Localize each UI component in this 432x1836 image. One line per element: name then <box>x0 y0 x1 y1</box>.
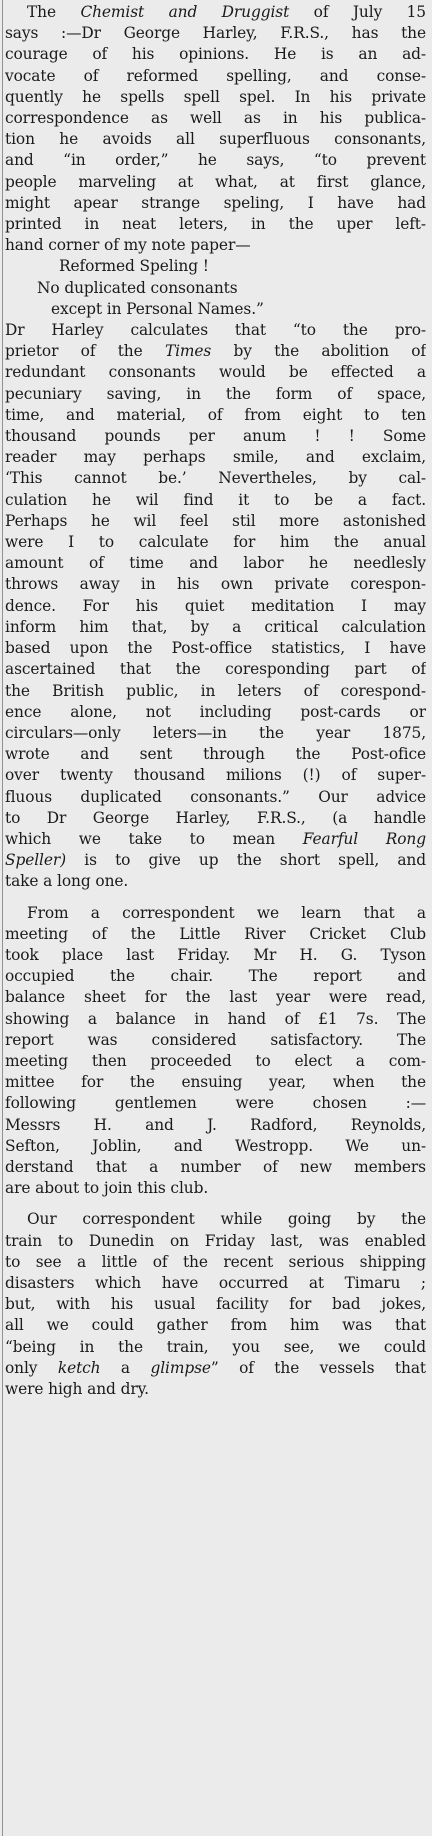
text-line: were high and dry. <box>5 1380 149 1398</box>
paragraph-cricket-club <box>5 903 426 1200</box>
text-line: Messrs H. and J. Radford, Reynolds, <box>5 1115 426 1134</box>
text-line: all we could gather from him was that <box>5 1316 426 1335</box>
text-line: reader may perhaps smile, and exclaim, <box>5 448 426 467</box>
text-line: says :—Dr George Harley, F.R.S., has the <box>5 24 426 43</box>
text-line: ascertained that the coresponding part of <box>5 660 426 679</box>
text-line: to see a little of the recent serious shipping <box>5 1252 426 1271</box>
text-line: prietor of the Times by the abolition of <box>5 342 426 361</box>
text-line: Our correspondent while going by the <box>27 1210 426 1229</box>
text-line: meeting then proceeded to elect a com- <box>5 1051 426 1070</box>
paragraph-timaru-shipping <box>5 1209 426 1400</box>
text-line: pecuniary saving, in the form of space, <box>5 384 426 403</box>
text-line: inform him that, by a critical calculation <box>5 617 426 636</box>
text-line: disasters which have occurred at Timaru ; <box>5 1273 426 1292</box>
text-line: and “in order,” he says, “to prevent <box>5 151 426 170</box>
text-line: but, with his usual facility for bad jokes, <box>5 1295 426 1314</box>
text-line: train to Dunedin on Friday last, was enabled <box>5 1231 426 1250</box>
text-line: the British public, in leters of corespond- <box>5 681 426 700</box>
quote-line: Reformed Speling ! <box>59 257 209 276</box>
text-line: printed in neat leters, in the uper left- <box>5 215 426 234</box>
text-line: Dr Harley calculates that “to the pro- <box>5 321 426 340</box>
text-line: report was considered satisfactory. The <box>5 1030 426 1049</box>
text-line: ‘This cannot be.’ Nevertheles, by cal- <box>5 469 426 488</box>
text-line: took place last Friday. Mr H. G. Tyson <box>5 945 426 964</box>
text-line: quently he spells spell spel. In his private <box>5 87 426 106</box>
text-line: derstand that a number of new members <box>5 1157 426 1176</box>
text-line: amount of time and labor he needlesly <box>5 554 426 573</box>
text-line: correspondence as well as in his publica- <box>5 109 426 128</box>
text-line: which we take to mean Fearful Rong <box>5 829 426 848</box>
text-line: fluous duplicated consonants.” Our advice <box>5 787 426 806</box>
text-line: culation he wil find it to be a fact. <box>5 490 426 509</box>
text-line: showing a balance in hand of £1 7s. The <box>5 1009 426 1028</box>
text-line: mittee for the ensuing year, when the <box>5 1073 426 1092</box>
text-line: hand corner of my note paper— <box>5 236 251 255</box>
text-line: only ketch a glimpse” of the vessels that <box>5 1358 426 1377</box>
text-line: “being in the train, you see, we could <box>5 1337 426 1356</box>
paragraph-spelling-reform <box>5 2 426 320</box>
text-line: Perhaps he wil feel stil more astonished <box>5 511 426 530</box>
text-line: are about to join this club. <box>5 1179 209 1198</box>
text-line: following gentlemen were chosen :— <box>5 1094 426 1113</box>
text-line: tion he avoids all superfluous consonants, <box>5 130 426 149</box>
text-line: circulars—only leters—in the year 1875, <box>5 723 426 742</box>
text-line: were I to calculate for him the anual <box>5 533 426 552</box>
letterhead-quote <box>5 256 426 320</box>
text-line: balance sheet for the last year were read, <box>5 988 426 1007</box>
paragraph-harley-calculation <box>5 320 426 892</box>
text-line: From a correspondent we learn that a <box>27 903 426 922</box>
text-line: occupied the chair. The report and <box>5 967 426 986</box>
text-line: vocate of reformed spelling, and conse- <box>5 66 426 85</box>
text-line: ence alone, not including post-cards or <box>5 702 426 721</box>
text-line: might apear strange speling, I have had <box>5 193 426 212</box>
text-line: redundant consonants would be effected a <box>5 363 426 382</box>
text-line: thousand pounds per anum ! ! Some <box>5 427 426 446</box>
text-line: meeting of the Little River Cricket Club <box>5 924 426 943</box>
text-line: Speller) is to give up the short spell, and <box>5 851 426 870</box>
text-line: throws away in his own private corespon- <box>5 575 426 594</box>
text-line: dence. For his quiet meditation I may <box>5 596 426 615</box>
text-line: to Dr George Harley, F.R.S., (a handle <box>5 808 426 827</box>
text-line: Sefton, Joblin, and Westropp. We un- <box>5 1136 426 1155</box>
text-line: wrote and sent through the Post-ofice <box>5 745 426 764</box>
text-line: people marveling at what, at first glance, <box>5 172 426 191</box>
quote-line: except in Personal Names.” <box>51 299 264 318</box>
quote-line: No duplicated consonants <box>37 278 238 297</box>
text-line: courage of his opinions. He is an ad- <box>5 45 426 64</box>
text-line: over twenty thousand milions (!) of super- <box>5 766 426 785</box>
text-line: time, and material, of from eight to ten <box>5 405 426 424</box>
text-line: based upon the Post-office statistics, I have <box>5 639 426 658</box>
text-line: The Chemist and Druggist of July 15 <box>27 3 426 21</box>
text-line: take a long one. <box>5 872 129 891</box>
